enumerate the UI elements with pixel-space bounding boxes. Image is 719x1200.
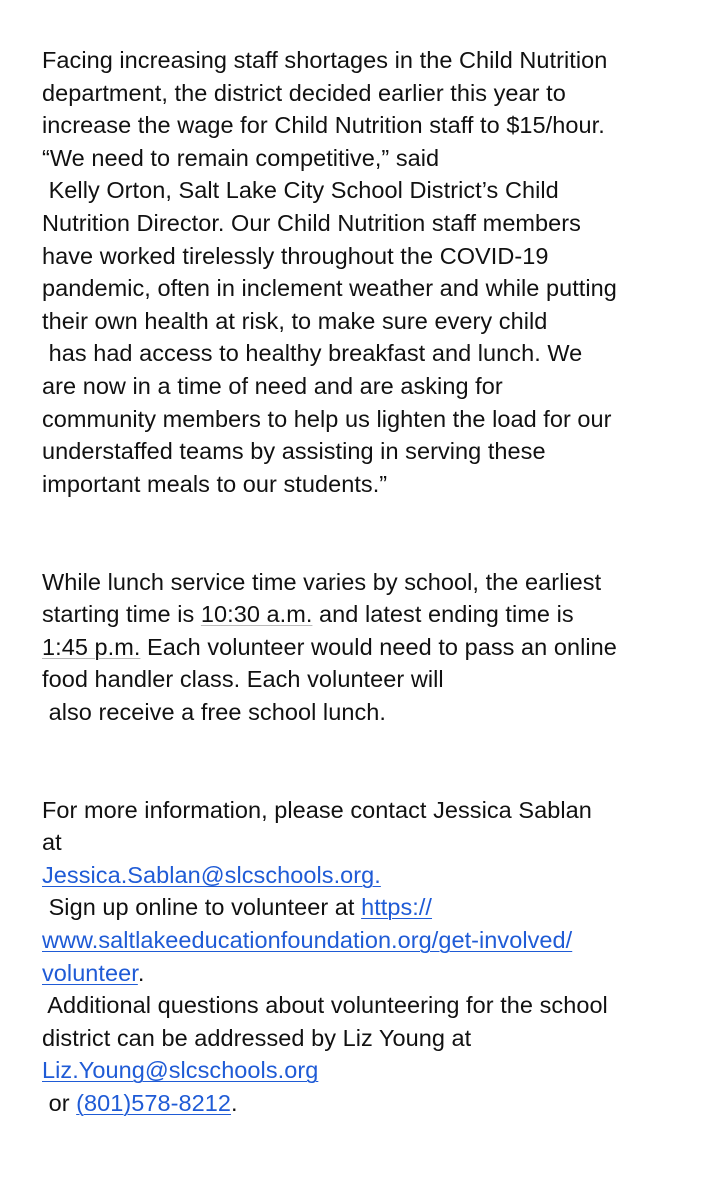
paragraph-line: Kelly Orton, Salt Lake City School District’s Child — [42, 177, 559, 204]
paragraph-line: Nutrition Director. Our Child Nutrition staff members — [42, 209, 581, 236]
paragraph-spacer — [42, 500, 702, 565]
paragraph-line: also receive a free school lunch. — [42, 698, 386, 725]
text-segment: . — [137, 959, 145, 986]
signup-url-link[interactable]: www.saltlakeeducationfoundation.org/get-involved/ — [42, 927, 573, 954]
text-segment: and latest ending time is — [312, 601, 574, 628]
paragraph-line: has had access to healthy breakfast and lunch. We — [42, 340, 583, 367]
paragraph-line: For more information, please contact Jessica Sablan — [42, 796, 592, 823]
paragraph-line: increase the wage for Child Nutrition staff to $15/hour. — [42, 112, 605, 139]
paragraph-line: at — [42, 829, 62, 856]
liz-email-link[interactable]: Liz.Young@slcschools.org — [42, 1057, 319, 1084]
paragraph-line: important meals to our students.” — [42, 470, 388, 497]
paragraph-line: understaffed teams by assisting in serving these — [42, 438, 546, 465]
paragraph-line: are now in a time of need and are asking for — [42, 372, 503, 399]
contact-email-link[interactable]: Jessica.Sablan@slcschools.org. — [42, 861, 381, 888]
paragraph-line — [42, 1087, 702, 1120]
text-segment: . — [230, 1090, 238, 1116]
paragraph-line: district can be addressed by Liz Young at — [42, 1024, 472, 1051]
paragraph-line — [42, 598, 702, 631]
paragraph-line: department, the district decided earlier this year to — [42, 79, 566, 106]
paragraph-line: Additional questions about volunteering for the school — [42, 992, 608, 1019]
phone-link[interactable]: (801)578-8212 — [76, 1090, 231, 1116]
text-segment: Each volunteer would need to pass an online — [140, 633, 617, 660]
paragraph-line — [42, 891, 702, 924]
paragraph-line: Facing increasing staff shortages in the Child Nutrition — [42, 47, 608, 73]
start-time-detected[interactable]: 10:30 a.m. — [200, 601, 313, 628]
text-segment: Sign up online to volunteer at — [42, 894, 362, 921]
text-segment: starting time is — [42, 601, 201, 628]
paragraph-line — [42, 1054, 702, 1087]
paragraph-spacer — [42, 728, 702, 793]
paragraph-line — [42, 631, 702, 664]
document-body — [42, 44, 702, 1120]
paragraph-line — [42, 924, 702, 957]
text-segment: or — [42, 1090, 77, 1116]
paragraph-line: pandemic, often in inclement weather and while putting — [42, 275, 617, 302]
paragraph-line — [42, 859, 702, 892]
paragraph-schedule — [42, 566, 702, 729]
paragraph-line: food handler class. Each volunteer will — [42, 666, 444, 693]
end-time-detected[interactable]: 1:45 p.m. — [42, 633, 141, 660]
signup-url-link[interactable]: https:// — [361, 894, 433, 921]
paragraph-quote — [42, 44, 702, 500]
paragraph-contact — [42, 794, 702, 1120]
paragraph-line: While lunch service time varies by school, the earliest — [42, 568, 602, 595]
paragraph-line: “We need to remain competitive,” said — [42, 144, 440, 171]
paragraph-line — [42, 957, 702, 990]
paragraph-line: community members to help us lighten the load for our — [42, 405, 612, 432]
paragraph-line: have worked tirelessly throughout the COVID-19 — [42, 242, 549, 269]
paragraph-line: their own health at risk, to make sure every child — [42, 307, 548, 334]
signup-url-link[interactable]: volunteer — [42, 959, 138, 986]
